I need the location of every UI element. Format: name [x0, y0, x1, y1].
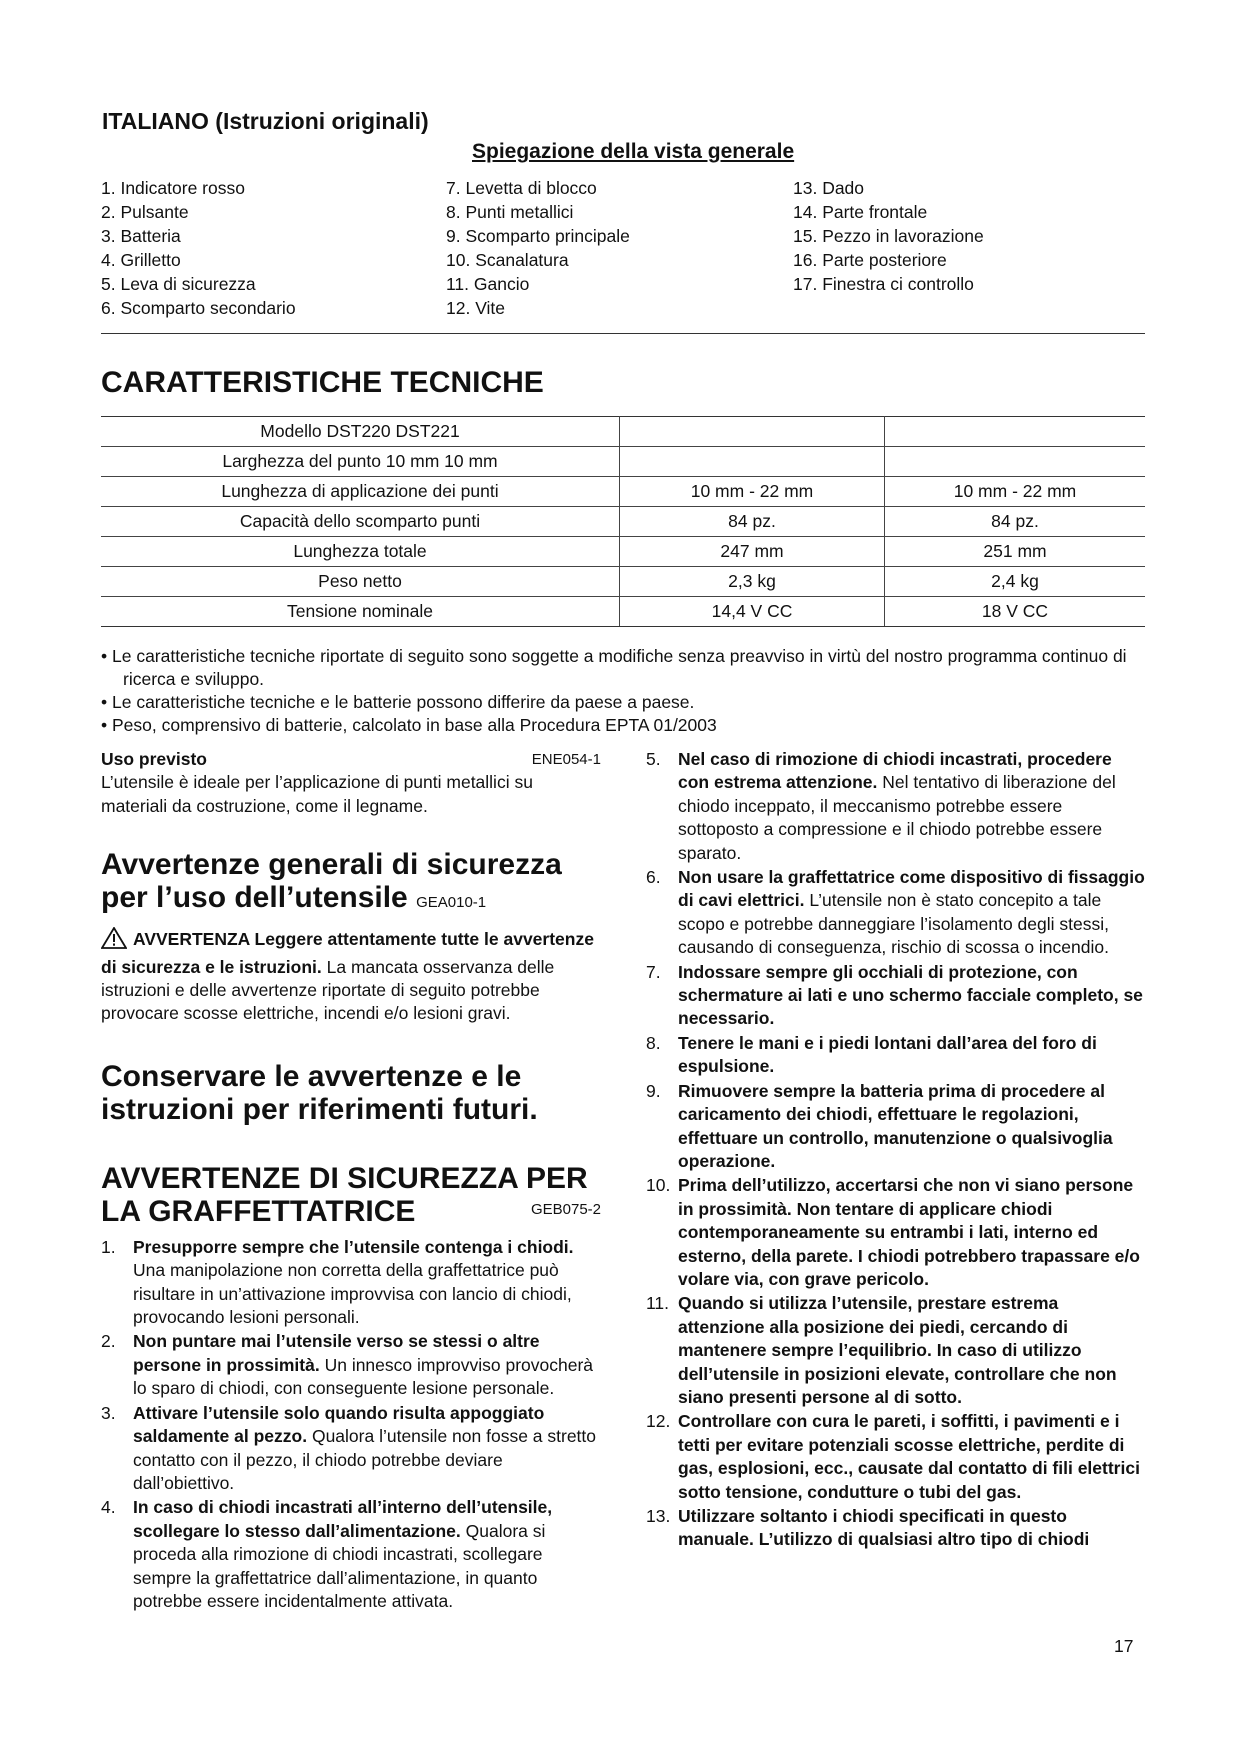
table-cell: 14,4 V CC [620, 597, 885, 627]
document-language-title: ITALIANO (Istruzioni originali) [102, 108, 429, 134]
table-row [101, 507, 1145, 537]
legend-item: 8. Punti metallici [446, 202, 574, 222]
legend-item: 13. Dado [793, 178, 865, 198]
right-column [646, 748, 1146, 1553]
note-item: • Le caratteristiche tecniche riportate di seguito sono soggette a modifiche senza preavviso in virtù del nostro programma continuo di ricerca e sviluppo. [101, 646, 1127, 689]
section-divider [101, 333, 1145, 334]
item-bold: Indossare sempre gli occhiali di protezione, con schermature ai lati e uno schermo facciale completo, se necessario. [678, 961, 1143, 1029]
table-cell: Larghezza del punto 10 mm 10 mm [101, 447, 620, 477]
stapler-warnings-code: GEB075-2 [530, 1200, 601, 1218]
item-text: Nel tentativo di liberazione del chiodo inceppato, il meccanismo potrebbe essere sottoposto a compressione e il chiodo potrebbe essere sparato. [678, 772, 1116, 863]
item-bold: Non puntare mai l’utensile verso se stessi o altre persone in prossimità. [133, 1331, 540, 1375]
table-cell: Tensione nominale [101, 597, 620, 627]
table-cell [620, 417, 885, 447]
legend-item: 6. Scomparto secondario [101, 298, 296, 318]
table-row [101, 567, 1145, 597]
legend-item: 16. Parte posteriore [793, 250, 947, 270]
specs-table [101, 416, 1145, 627]
stapler-warnings-title: AVVERTENZE DI SICUREZZA PER LA GRAFFETTATRICE [101, 1161, 588, 1228]
note-item: • Le caratteristiche tecniche e le batterie possono differire da paese a paese. [101, 692, 695, 712]
table-cell: 18 V CC [885, 597, 1146, 627]
item-bold: Utilizzare soltanto i chiodi specificati in questo manuale. L’utilizzo di qualsiasi altro tipo di chiodi [678, 1506, 1090, 1550]
table-cell: 10 mm - 22 mm [885, 477, 1146, 507]
item-number: 3. [101, 1402, 116, 1423]
legend-column-1 [101, 176, 296, 320]
list-item [101, 1402, 601, 1496]
item-bold: Rimuovere sempre la batteria prima di procedere al caricamento dei chiodi, effettuare le regolazioni, effettuare un controllo, manutenzione o qualsivoglia operazione. [678, 1080, 1113, 1171]
warning-triangle-icon [101, 927, 127, 955]
list-item [101, 1236, 601, 1330]
intended-use-code: ENE054-1 [531, 751, 601, 768]
stapler-warnings-heading [101, 1162, 601, 1228]
legend-column-2 [446, 176, 630, 320]
general-warnings-title: Avvertenze generali di sicurezza per l’uso dell’utensile [101, 848, 562, 915]
legend-item: 14. Parte frontale [793, 202, 928, 222]
item-bold: Attivare l’utensile solo quando risulta appoggiato saldamente al pezzo. [133, 1402, 545, 1447]
list-item [646, 748, 1146, 865]
table-row [101, 537, 1145, 567]
table-cell: 251 mm [885, 537, 1146, 567]
table-cell: Lunghezza totale [101, 537, 620, 567]
item-number: 10. [646, 1175, 671, 1196]
table-cell: 84 pz. [885, 507, 1146, 537]
warning-bold-text: AVVERTENZA Leggere attentamente tutte le avvertenze di sicurezza e le istruzioni. [101, 929, 594, 977]
item-text: L’utensile non è stato concepito a tale scopo e potrebbe danneggiare l’isolamento degli stessi, causando di conseguenza, rischio di scossa o incendio. [678, 890, 1109, 958]
left-column [101, 748, 601, 1614]
item-bold: Quando si utilizza l’utensile, prestare estrema attenzione alla posizione dei piedi, cercando di mantenere sempre l’equilibrio. In caso di utilizzo dell’utensile in posizioni elevate, controllare che non siano presenti persone al di sotto. [678, 1293, 1117, 1407]
item-number: 6. [646, 867, 661, 888]
item-number: 12. [646, 1411, 671, 1432]
legend-item: 4. Grilletto [101, 250, 181, 270]
item-text: Una manipolazione non corretta della graffettatrice può risultare in un’attivazione improvvisa con lancio di chiodi, provocando lesioni personali. [133, 1260, 572, 1328]
list-item [646, 1174, 1146, 1291]
item-number: 2. [101, 1331, 116, 1352]
list-item [646, 866, 1146, 960]
legend-item: 2. Pulsante [101, 202, 189, 222]
item-number: 8. [646, 1032, 661, 1053]
intended-use-header [101, 748, 601, 771]
note-item: • Peso, comprensivo di batterie, calcolato in base alla Procedura EPTA 01/2003 [101, 715, 717, 735]
table-cell: 10 mm - 22 mm [620, 477, 885, 507]
item-number: 9. [646, 1080, 661, 1101]
list-item [646, 961, 1146, 1031]
legend-item: 10. Scanalatura [446, 250, 569, 270]
item-number: 13. [646, 1506, 671, 1526]
specs-notes [101, 645, 1145, 737]
list-item [101, 1330, 601, 1400]
item-text: Qualora si proceda alla rimozione di chiodi incastrati, scollegare sempre la graffettatrice dall’alimentazione, in quanto potrebbe essere incidentalmente attivata. [133, 1520, 546, 1611]
general-warnings-heading [101, 848, 601, 919]
item-bold: Presupporre sempre che l’utensile contenga i chiodi. [133, 1236, 574, 1257]
warning-body-text: La mancata osservanza delle istruzioni e delle avvertenze riportate di seguito potrebbe provocare scosse elettriche, incendi e/o lesioni gravi. [101, 956, 555, 1024]
list-item [101, 1496, 601, 1613]
specs-heading: CARATTERISTICHE TECNICHE [101, 366, 544, 399]
table-row [101, 447, 1145, 477]
legend-item: 7. Levetta di blocco [446, 178, 597, 198]
legend-column-3 [793, 176, 984, 296]
item-number: 1. [101, 1236, 116, 1257]
item-bold: Prima dell’utilizzo, accertarsi che non vi siano persone in prossimità. Non tentare di applicare chiodi contemporaneamente su entrambi i lati, interno ed esterno, della parete. I chiodi potrebbero trapassare e/o volare via, con grave pericolo. [678, 1175, 1140, 1289]
item-number: 7. [646, 961, 661, 982]
item-text: Qualora l’utensile non fosse a stretto contatto con il pezzo, il chiodo potrebbe deviare dall’obiettivo. [133, 1426, 597, 1493]
stapler-rules-left [101, 1236, 601, 1614]
list-item [646, 1505, 1146, 1552]
item-bold: Non usare la graffettatrice come dispositivo di fissaggio di cavi elettrici. [678, 867, 1145, 911]
list-item [646, 1292, 1146, 1409]
table-cell: 247 mm [620, 537, 885, 567]
item-bold: Tenere le mani e i piedi lontani dall’area del foro di espulsione. [678, 1032, 1097, 1077]
table-cell: 84 pz. [620, 507, 885, 537]
page-number: 17 [1114, 1636, 1134, 1656]
table-cell: Modello DST220 DST221 [101, 417, 620, 447]
table-cell: 2,4 kg [885, 567, 1146, 597]
item-number: 5. [646, 749, 661, 769]
list-item [646, 1080, 1146, 1174]
table-cell [885, 417, 1146, 447]
item-number: 4. [101, 1497, 116, 1518]
legend-title: Spiegazione della vista generale [472, 140, 795, 163]
list-item [646, 1410, 1146, 1504]
keep-instructions-heading: Conservare le avvertenze e le istruzioni per riferimenti futuri. [101, 1059, 538, 1126]
table-cell: Capacità dello scomparto punti [101, 507, 620, 537]
legend-item: 3. Batteria [101, 226, 181, 246]
item-bold: In caso di chiodi incastrati all’interno dell’utensile, scollegare lo stesso dall’alimentazione. [133, 1497, 553, 1541]
intended-use-title: Uso previsto [101, 749, 207, 769]
list-item [646, 1032, 1146, 1079]
legend-item: 12. Vite [446, 298, 506, 318]
intended-use-text: L’utensile è ideale per l’applicazione di punti metallici su materiali da costruzione, come il legname. [101, 772, 533, 816]
table-cell [885, 447, 1146, 477]
general-warnings-code: GEA010-1 [416, 894, 487, 912]
legend-item: 17. Finestra ci controllo [793, 274, 974, 294]
table-cell: Peso netto [101, 567, 620, 597]
item-text: Un innesco improvviso provocherà lo sparo di chiodi, con conseguente lesione personale. [133, 1354, 594, 1399]
legend-item: 15. Pezzo in lavorazione [793, 226, 984, 246]
item-number: 11. [646, 1293, 670, 1314]
legend-item: 9. Scomparto principale [446, 226, 630, 246]
item-bold: Nel caso di rimozione di chiodi incastrati, procedere con estrema attenzione. [678, 749, 1112, 793]
legend-item: 11. Gancio [446, 274, 530, 294]
table-row [101, 597, 1145, 627]
general-warning-paragraph [101, 927, 601, 1026]
table-cell [620, 447, 885, 477]
table-row [101, 417, 1145, 447]
item-bold: Controllare con cura le pareti, i soffitti, i pavimenti e i tetti per evitare potenziali scosse elettriche, perdite di gas, esplosioni, ecc., causate dal contatto di fili elettrici sotto tensione, condutture o tubi del gas. [678, 1411, 1140, 1502]
stapler-rules-right [646, 748, 1146, 1552]
legend-item: 5. Leva di sicurezza [101, 274, 256, 294]
table-row [101, 477, 1145, 507]
legend-item: 1. Indicatore rosso [101, 178, 245, 198]
table-cell: Lunghezza di applicazione dei punti [101, 477, 620, 507]
table-cell: 2,3 kg [620, 567, 885, 597]
